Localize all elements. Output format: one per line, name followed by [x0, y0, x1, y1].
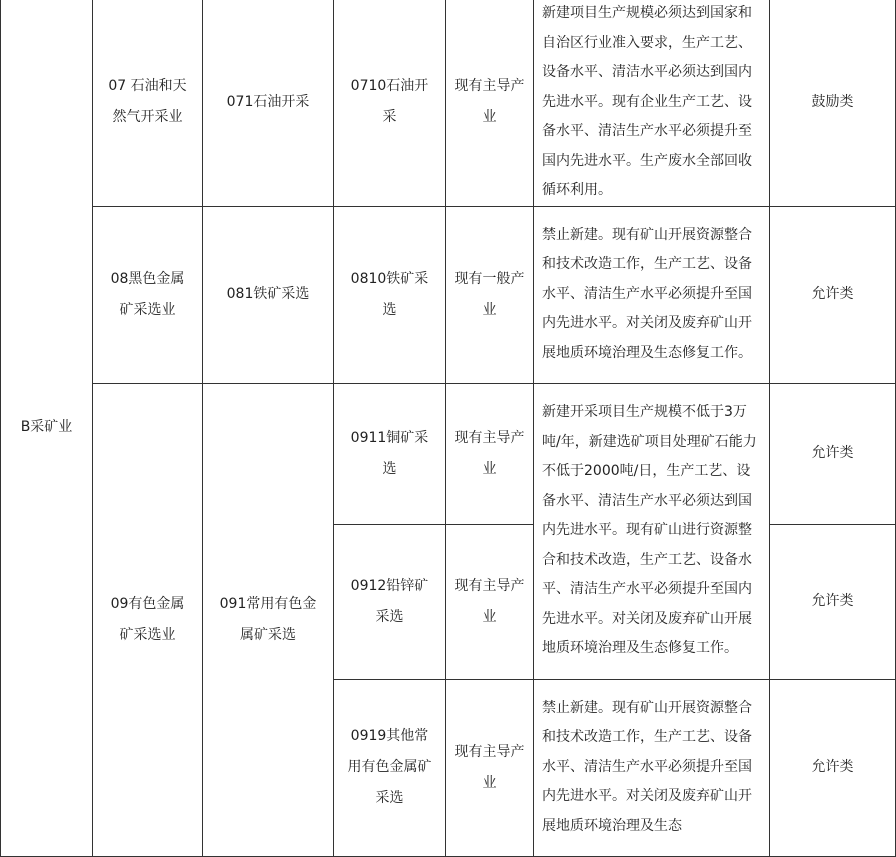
mid-class-cell: 081铁矿采选 — [203, 206, 334, 383]
industry-status-cell: 现有主导产业 — [446, 0, 534, 206]
category-cell: B采矿业 — [1, 0, 93, 856]
mid-class-cell: 091常用有色金属矿采选 — [203, 383, 334, 856]
requirement-cell: 新建开采项目生产规模不低于3万吨/年，新建选矿项目处理矿石能力不低于2000吨/日，生产工艺、设备水平、清洁生产水平必须达到国内先进水平。现有矿山进行资源整合和技术改造，生产工艺、设备水平、清洁生产水平必须提升至国内先进水平。对关闭及废弃矿山开展地质环境治理及生态修复工作。 — [534, 383, 770, 679]
policy-class-cell: 允许类 — [770, 206, 896, 383]
policy-class-cell: 鼓励类 — [770, 0, 896, 206]
small-class-cell: 0919其他常用有色金属矿采选 — [334, 679, 446, 856]
requirement-cell: 禁止新建。现有矿山开展资源整合和技术改造工作，生产工艺、设备水平、清洁生产水平必须提升至国内先进水平。对关闭及废弃矿山开展地质环境治理及生态 — [534, 679, 770, 856]
table-row — [1, 0, 896, 206]
industry-status-cell: 现有主导产业 — [446, 679, 534, 856]
small-class-cell: 0911铜矿采选 — [334, 383, 446, 524]
mid-class-cell: 071石油开采 — [203, 0, 334, 206]
major-class-cell: 07 石油和天然气开采业 — [93, 0, 203, 206]
major-class-cell: 09有色金属矿采选业 — [93, 383, 203, 856]
industry-status-cell: 现有一般产业 — [446, 206, 534, 383]
policy-class-cell: 允许类 — [770, 679, 896, 856]
policy-class-cell: 允许类 — [770, 524, 896, 679]
requirement-cell: 禁止新建。现有矿山开展资源整合和技术改造工作，生产工艺、设备水平、清洁生产水平必须提升至国内先进水平。对关闭及废弃矿山开展地质环境治理及生态修复工作。 — [534, 206, 770, 383]
industry-status-cell: 现有主导产业 — [446, 524, 534, 679]
table-row — [1, 383, 896, 524]
small-class-cell: 0912铅锌矿采选 — [334, 524, 446, 679]
industry-status-cell: 现有主导产业 — [446, 383, 534, 524]
requirement-cell: 新建项目生产规模必须达到国家和自治区行业准入要求，生产工艺、设备水平、清洁水平必须达到国内先进水平。现有企业生产工艺、设备水平、清洁生产水平必须提升至国内先进水平。生产废水全部回收循环利用。 — [534, 0, 770, 206]
policy-class-cell: 允许类 — [770, 383, 896, 524]
table-row — [1, 206, 896, 383]
major-class-cell: 08黑色金属矿采选业 — [93, 206, 203, 383]
small-class-cell: 0810铁矿采选 — [334, 206, 446, 383]
small-class-cell: 0710石油开采 — [334, 0, 446, 206]
